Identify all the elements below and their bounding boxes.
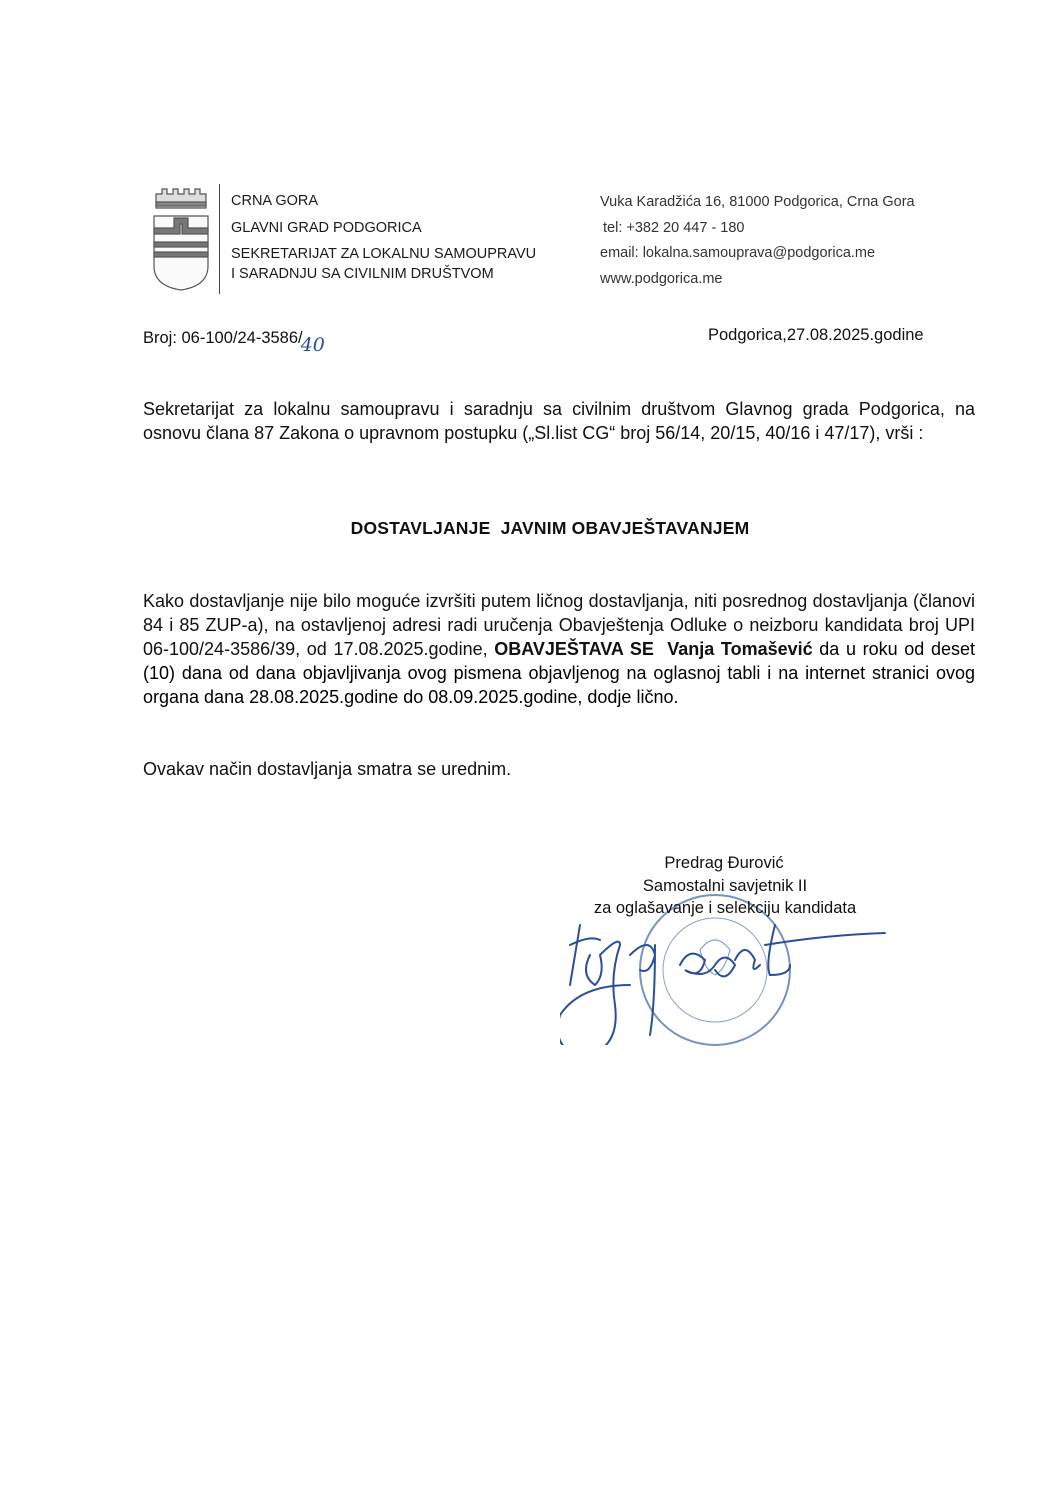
address: Vuka Karadžića 16, 81000 Podgorica, Crna Gora [600,194,915,210]
body-paragraph: Kako dostavljanje nije bilo moguće izvršiti putem ličnog dostavljanja, niti posrednog dostavljanja (članovi 84 i 85 ZUP-a), na ostavljenoj adresi radi uručenja Obavještenja Odluke o neizboru kandidata broj UPI 06-100/24-3586/39, od 17.08.2025.godine, OBAVJEŠTAVA SE Vanja Tomašević da u roku od deset (10) dana od dana objavljivanja ovog pismena objavljenog na oglasnoj tabli i na internet stranici ovog organa dana 28.08.2025.godine do 08.09.2025.godine, dodje lično. [143,591,975,707]
recipient-name: Vanja Tomašević [667,639,813,659]
notice-label: OBAVJEŠTAVA SE [494,639,654,659]
document-title: DOSTAVLJANJE JAVNIM OBAVJEŠTAVANJEM [350,518,750,538]
header-divider [219,184,220,294]
phone: tel: +382 20 447 - 180 [603,219,745,236]
signatory-position: Samostalni savjetnik II [642,876,808,895]
organization-block [231,189,536,284]
org-city: GLAVNI GRAD PODGORICA [231,220,422,236]
signature-block [560,852,890,920]
handwritten-signature [560,915,900,1045]
place-date: Podgorica,27.08.2025.godine [708,326,924,344]
handwritten-suffix: 40 [300,334,325,356]
website: www.podgorica.me [600,270,723,287]
org-secretariat-line1: SEKRETARIJAT ZA LOKALNU SAMOUPRAVU [231,246,537,262]
intro-paragraph: Sekretarijat za lokalnu samoupravu i saradnju sa civilnim društvom Glavnog grada Podgorica, na osnovu člana 87 Zakona o upravnom postupku („Sl.list CG“ broj 56/14, 20/15, 40/16 i 47/17), vrši : [143,399,975,443]
signatory-name: Predrag Đurović [664,854,784,872]
org-country: CRNA GORA [231,193,319,209]
email: email: lokalna.samouprava@podgorica.me [600,245,876,261]
contact-block [600,190,915,292]
signatory-role: za oglašavanje i selekciju kandidata [593,899,857,917]
reference-number: Broj: 06-100/24-3586/40 [143,329,325,356]
org-secretariat-line2: I SARADNJU SA CIVILNIM DRUŠTVOM [231,266,494,282]
closing-paragraph: Ovakav način dostavljanja smatra se urednim. [143,759,512,779]
coat-of-arms-logo [150,186,212,292]
